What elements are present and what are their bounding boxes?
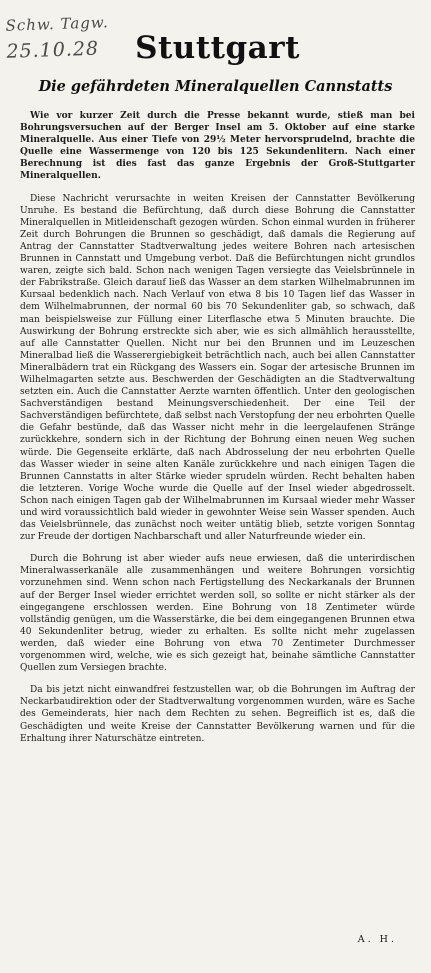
headline: Die gefährdeten Mineralquellen Cannstatts [38,78,393,95]
article-body [20,110,415,745]
article-paragraph: Da bis jetzt nicht einwandfrei festzustellen war, ob die Bohrungen im Auftrag der Neckarbaudirektion oder der Stadtverwaltung vorgenommen wurden, wäre es Sache des Gemeinderats, hier nach dem Rechten zu sehen. Begreiflich ist es, daß die Geschädigten und weite Kreise der Cannstatter Bevölkerung warnen und für die Erhaltung ihrer Naturschätze eintreten. [20,685,415,744]
article-paragraph: Durch die Bohrung ist aber wieder aufs neue erwiesen, daß die unterirdischen Mineralwasserkanäle alle zusammenhängen und weitere Bohrungen vorsichtig vorzunehmen sind. Wenn schon nach Fertigstellung des Neckarkanals der Brunnen auf der Berger Insel wieder errichtet werden soll, so sollte er nicht stärker als der eingegangene erschlossen werden. Eine Bohrung von 18 Zentimeter würde vollständig genügen, um die Wasserstärke, die bei dem eingegangenen Brunnen etwa 40 Sekundenliter betrug, wieder zu erhalten. Es sollte nicht mehr zugelassen werden, daß wieder eine Bohrung von etwa 70 Zentimeter Durchmesser vorgenommen wird, welche, wie es sich gezeigt hat, beinahe sämtliche Cannstatter Quellen zum Versiegen brachte. [20,554,415,674]
article-paragraph: Wie vor kurzer Zeit durch die Presse bekannt wurde, stieß man bei Bohrungsversuchen auf der Berger Insel am 5. Oktober auf eine starke Mineralquelle. Aus einer Tiefe von 29½ Meter hervorsprudelnd, brachte die Quelle eine Wassermenge von 120 bis 125 Sekundenlitern. Nach einer Berechnung ist dies fast das ganze Ergebnis der Groß-Stuttgarter Mineralquellen. [20,111,415,182]
dateline: Stuttgart [135,30,300,66]
handwritten-date: 25.10.28 [6,37,100,63]
author-signature: A. H. [357,934,397,945]
handwritten-source: Schw. Tagw. [5,13,109,35]
handwritten-note [5,12,110,62]
article-paragraph: Diese Nachricht verursachte in weiten Kreisen der Cannstatter Bevölkerung Unruhe. Es bestand die Befürchtung, daß durch diese Bohrung die Cannstatter Mineralquellen in Mitleidenschaft gezogen würden. Schon einmal wurden in früherer Zeit durch Bohrungen die Brunnen so geschädigt, daß damals die Regierung auf Antrag der Cannstatter Stadtverwaltung jedes weitere Bohren nach artesischen Brunnen in Cannstatt und Umgebung verbot. Daß die Befürchtungen nicht grundlos waren, zeigte sich bald. Schon nach wenigen Tagen versiegte das Veielsbrünnele in der Fabrikstraße. Gleich darauf ließ das Wasser an dem starken Wilhelmabrunnen im Kursaal bedenklich nach. Nach Verlauf von etwa 8 bis 10 Tagen lief das Wasser in dem Wilhelmabrunnen, der normal 60 bis 70 Sekundenliter gab, so schwach, daß man beispielsweise zur Füllung einer Literflasche etwa 5 Minuten brauchte. Die Auswirkung der Bohrung erstreckte sich aber, wie es sich allmählich herausstellte, auf alle Cannstatter Quellen. Nicht nur bei den Brunnen und im Leuzeschen Mineralbad ließ die Wasserergiebigkeit beträchtlich nach, auch bei allen Cannstatter Mineralbädern trat ein Rückgang des Wassers ein. Sogar der artesische Brunnen im Wilhelmagarten setzte aus. Beschwerden der Geschädigten an die Stadtverwaltung setzten ein. Auch die Cannstatter Aerzte warnten öffentlich. Unter den geologischen Sachverständigen bestand Meinungsverschiedenheit. Der eine Teil der Sachverständigen befürchtete, daß selbst nach Verstopfung der neu erbohrten Quelle die Gefahr bestünde, daß das Wasser nicht mehr in die leergelaufenen Stränge zurückkehre, sondern sich in der Richtung der Bohrung einen neuen Weg suchen würde. Die Gegenseite erklärte, daß nach Abdrosselung der neu erbohrten Quelle das Wasser wieder in seine alten Kanäle zurückkehre und nach einigen Tagen die Brunnen Cannstatts in alter Stärke wieder sprudeln würden. Recht behalten haben die letzteren. Vorige Woche wurde die Quelle auf der Insel wieder abgedrosselt. Schon nach einigen Tagen gab der Wilhelmabrunnen im Kursaal wieder mehr Wasser und wird voraussichtlich bald wieder in gewohnter Weise sein Wasser spenden. Auch das Veielsbrünnele, das zunächst noch weiter untätig blieb, setzte vorigen Sonntag zur Freude der dortigen Nachbarschaft und aller Naturfreunde wieder ein. [20,193,415,543]
